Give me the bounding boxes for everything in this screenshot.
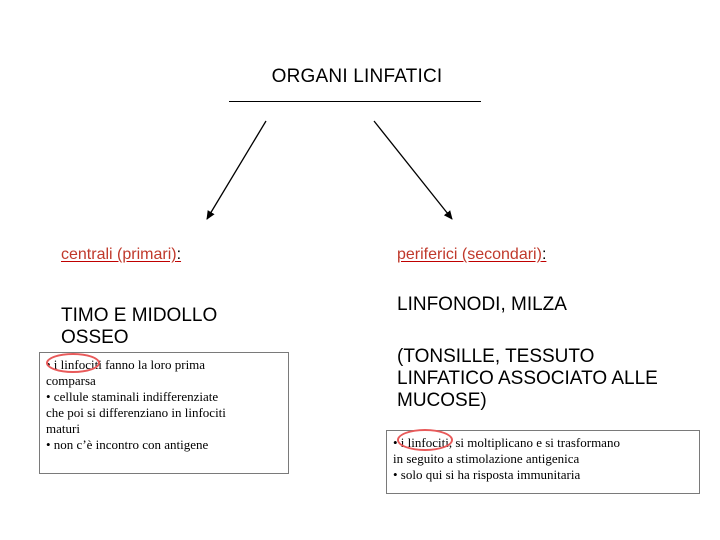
central-organs-line: TIMO E MIDOLLO <box>61 305 218 326</box>
central-note-line: • cellule staminali indifferenziate <box>46 389 219 404</box>
highlight-circle <box>46 353 100 373</box>
heading-central-colon: : <box>176 246 182 263</box>
peripheral-extra-line: MUCOSE) <box>397 390 487 411</box>
peripheral-note-line: • i linfociti, si moltiplicano e si trasformano <box>393 435 620 450</box>
central-organs <box>61 305 217 349</box>
heading-central-text: centrali (primari) <box>61 246 177 263</box>
heading-central <box>61 246 181 264</box>
peripheral-extra-line: LINFATICO ASSOCIATO ALLE <box>397 368 658 389</box>
central-note-line: comparsa <box>46 373 96 388</box>
peripheral-notes-box <box>386 430 700 494</box>
central-organs-line: OSSEO <box>61 327 129 348</box>
heading-peripheral-colon: : <box>541 246 547 263</box>
diagram-title: ORGANI LINFATICI <box>271 66 443 87</box>
peripheral-note-line: • solo qui si ha risposta immunitaria <box>393 467 581 482</box>
peripheral-extra <box>397 346 720 412</box>
central-note-line: • non c’è incontro con antigene <box>46 437 209 452</box>
central-notes-box <box>39 352 289 474</box>
central-note-line: che poi si differenziano in linfociti <box>46 405 226 420</box>
heading-peripheral <box>397 246 546 264</box>
peripheral-note-line: in seguito a stimolazione antigenica <box>393 451 580 466</box>
central-note-line: • i linfociti fanno la loro prima <box>46 357 206 372</box>
peripheral-organs: LINFONODI, MILZA <box>397 294 567 315</box>
peripheral-extra-line: (TONSILLE, TESSUTO <box>397 346 595 367</box>
arrow-right <box>374 121 452 219</box>
central-note-line: maturi <box>46 421 80 436</box>
highlight-circle <box>397 429 453 451</box>
heading-peripheral-text: periferici (secondari) <box>397 246 542 263</box>
arrow-left <box>207 121 266 219</box>
